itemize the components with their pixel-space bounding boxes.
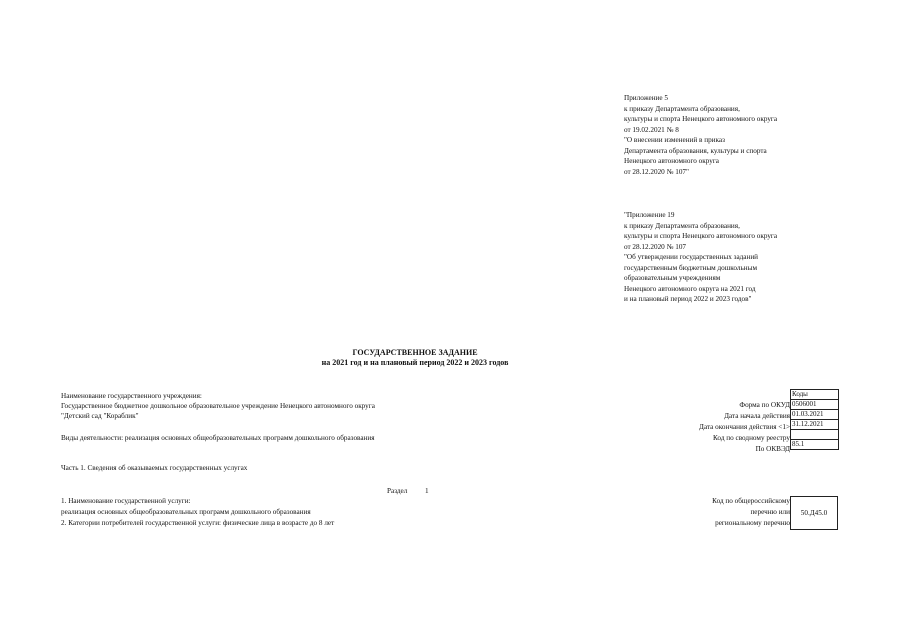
start-date-label: Дата начала действия (724, 412, 790, 420)
okved-value: 85.1 (791, 440, 839, 450)
registry-label-line: Код по общероссийскому (712, 497, 790, 505)
activity-types: Виды деятельности: реализация основных общеобразовательных программ дошкольного образования (61, 434, 375, 442)
registry-code-box (790, 496, 838, 530)
appendix-5-line: "О внесении изменений в приказ (624, 136, 725, 144)
appendix-19-line: культуры и спорта Ненецкого автономного округа (624, 232, 778, 240)
document-title: ГОСУДАРСТВЕННОЕ ЗАДАНИЕ (352, 348, 478, 357)
section-number: 1 (425, 487, 429, 495)
appendix-19-line: государственным бюджетным дошкольным (624, 263, 757, 272)
document-subtitle: на 2021 год и на плановый период 2022 и 2023 годов (321, 358, 509, 367)
end-date-value: 31.12.2021 (791, 420, 839, 430)
registry-code-label: Код по сводному реестру (713, 434, 790, 442)
end-date-label: Дата окончания действия <1> (699, 423, 790, 431)
service-name: реализация основных общеобразовательных программ дошкольного образования (61, 508, 311, 516)
appendix-19-line: от 28.12.2020 № 107 (624, 242, 687, 251)
section-label: Раздел (387, 487, 408, 495)
part-heading: Часть 1. Сведения об оказываемых государственных услугах (61, 464, 248, 472)
start-date-value: 01.03.2021 (791, 410, 839, 420)
okved-label: По ОКВЭД (755, 445, 790, 453)
service-name-label: 1. Наименование государственной услуги: (61, 497, 191, 505)
appendix-19-block (624, 210, 777, 305)
registry-code-value: 50.Д45.0 (800, 509, 828, 517)
appendix-19-line: к приказу Департамента образования, (624, 221, 740, 230)
consumer-category: 2. Категории потребителей государственной услуги: физические лица в возрасте до 8 лет (61, 519, 335, 527)
appendix-19-line: Ненецкого автономного округа на 2021 год (624, 284, 756, 293)
appendix-5-line: к приказу Департамента образования, (624, 104, 740, 113)
institution-short-name: "Детский сад "Кораблик" (61, 412, 139, 420)
appendix-19-line: и на плановый период 2022 и 2023 годов" (624, 295, 752, 303)
appendix-19-line: "Приложение 19 (624, 211, 675, 219)
appendix-5-line: Департамента образования, культуры и спорта (624, 146, 767, 155)
registry-code-value (791, 430, 839, 440)
institution-label: Наименование государственного учреждения: (61, 392, 202, 400)
appendix-5-line: Ненецкого автономного округа (624, 157, 719, 165)
appendix-5-line: Приложение 5 (624, 94, 668, 102)
registry-label-line: региональному перечню (715, 519, 790, 527)
appendix-19-line: "Об утверждении государственных заданий (624, 253, 759, 261)
appendix-19-line: образовательным учреждениям (624, 274, 721, 282)
codes-table (790, 389, 839, 450)
institution-name: Государственное бюджетное дошкольное образовательное учреждение Ненецкого автономного округа (61, 402, 375, 410)
okud-value: 0506001 (791, 400, 839, 410)
appendix-5-line: от 19.02.2021 № 8 (624, 125, 679, 134)
codes-header: Коды (791, 390, 839, 400)
registry-label-line: перечню или (750, 508, 790, 516)
appendix-5-line: от 28.12.2020 № 107" (624, 167, 689, 176)
appendix-5-block (624, 93, 777, 177)
okud-label: Форма по ОКУД (739, 401, 790, 409)
appendix-5-line: культуры и спорта Ненецкого автономного округа (624, 115, 778, 123)
